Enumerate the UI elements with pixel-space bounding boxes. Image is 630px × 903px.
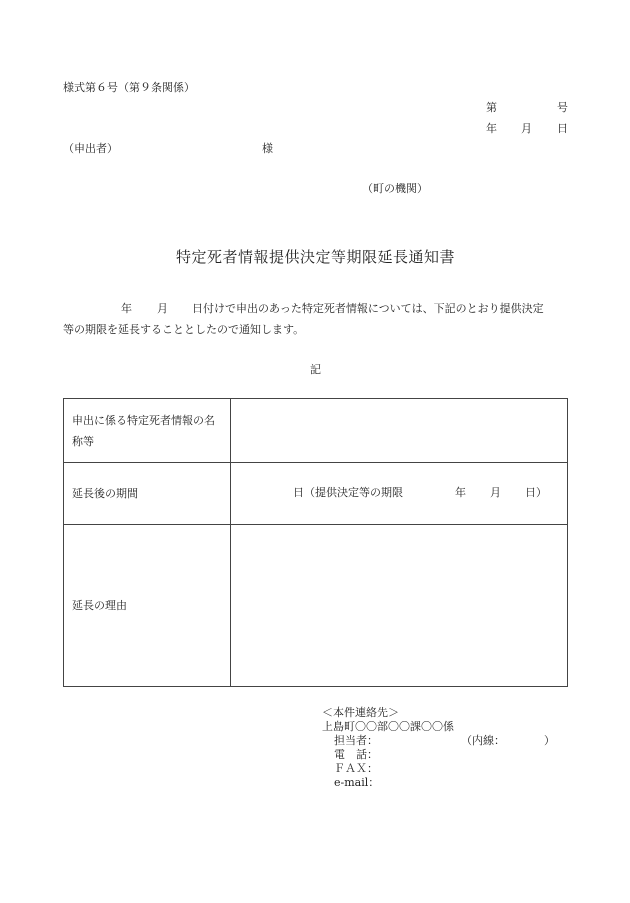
row-value-info-name xyxy=(231,399,568,463)
ki-heading: 記 xyxy=(310,363,321,376)
table-row xyxy=(64,525,568,687)
contact-department: 上島町〇〇部〇〇課〇〇係 xyxy=(322,720,454,733)
document-title: 特定死者情報提供決定等期限延長通知書 xyxy=(176,248,456,266)
form-number: 様式第６号（第９条関係） xyxy=(63,81,195,94)
town-agency: （町の機関） xyxy=(362,182,428,195)
period-day-prefix: 日（提供決定等の期限 xyxy=(293,485,403,499)
row-label-info-name: 申出に係る特定死者情報の名称等 xyxy=(64,399,231,463)
contact-heading: ＜本件連絡先＞ xyxy=(322,706,399,719)
document-number-go: 号 xyxy=(557,101,568,114)
applicant-sama: 様 xyxy=(262,142,273,155)
row-label-extended-period: 延長後の期間 xyxy=(64,463,231,525)
date-year: 年 xyxy=(486,122,497,135)
table-row xyxy=(64,463,568,525)
contact-person-label: 担当者： xyxy=(334,734,378,747)
period-day-suffix: 日） xyxy=(525,485,547,499)
body-year: 年 xyxy=(121,302,132,315)
contact-fax-label: ＦＡＸ： xyxy=(334,762,378,775)
body-line-2: 等の期限を延長することとしたので通知します。 xyxy=(63,323,305,336)
contact-extension-label: （内線： xyxy=(461,734,505,747)
body-line-1: 日付けで申出のあった特定死者情報については、下記のとおり提供決定 xyxy=(192,302,544,315)
row-label-reason: 延長の理由 xyxy=(64,525,231,687)
table-row xyxy=(64,399,568,463)
date-month: 月 xyxy=(521,122,532,135)
row-value-extended-period xyxy=(231,463,568,525)
extension-table xyxy=(63,398,568,687)
row-value-reason xyxy=(231,525,568,687)
contact-phone-label: 電 話： xyxy=(334,748,378,761)
period-month: 月 xyxy=(490,485,501,499)
contact-email-label: e-mail： xyxy=(334,776,380,789)
body-month: 月 xyxy=(157,302,168,315)
applicant-label: （申出者） xyxy=(63,142,118,155)
date-day: 日 xyxy=(557,122,568,135)
contact-extension-close: ） xyxy=(544,734,555,747)
period-year: 年 xyxy=(455,485,466,499)
document-number-dai: 第 xyxy=(486,101,497,114)
